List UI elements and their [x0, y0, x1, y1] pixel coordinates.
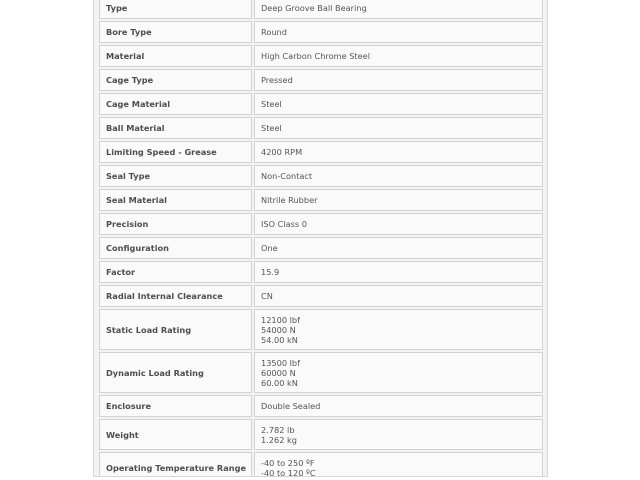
spec-value: 4200 RPM [261, 147, 303, 157]
spec-value: 54000 N [261, 324, 296, 335]
spec-value-cell [254, 237, 543, 259]
spec-value: 1.262 kg [261, 434, 297, 445]
spec-value-cell [254, 45, 543, 67]
spec-row [99, 141, 543, 163]
spec-table [97, 0, 545, 477]
spec-value: Steel [261, 99, 282, 109]
spec-row [99, 352, 543, 393]
spec-label: Weight [99, 419, 252, 450]
spec-row [99, 261, 543, 283]
spec-label: Seal Type [99, 165, 252, 187]
spec-value-cell [254, 0, 543, 19]
spec-row [99, 419, 543, 450]
spec-label: Operating Temperature Range [99, 452, 252, 477]
spec-value: CN [261, 291, 273, 301]
spec-row [99, 395, 543, 417]
spec-value-cell [254, 285, 543, 307]
spec-label: Cage Material [99, 93, 252, 115]
spec-value-cell [254, 419, 543, 450]
spec-value: 60000 N [261, 367, 296, 378]
spec-value-cell [254, 69, 543, 91]
spec-value: Round [261, 27, 287, 37]
spec-label: Type [99, 0, 252, 19]
spec-label: Cage Type [99, 69, 252, 91]
spec-value: One [261, 243, 278, 253]
spec-value-cell [254, 141, 543, 163]
spec-row [99, 309, 543, 350]
spec-value-cell [254, 309, 543, 350]
spec-value: -40 to 250 ºF [261, 457, 315, 468]
spec-label: Seal Material [99, 189, 252, 211]
spec-row [99, 165, 543, 187]
spec-row [99, 0, 543, 19]
spec-value: 54.00 kN [261, 334, 298, 345]
spec-row [99, 452, 543, 477]
spec-value-cell [254, 165, 543, 187]
spec-label: Radial Internal Clearance [99, 285, 252, 307]
spec-value-cell [254, 213, 543, 235]
spec-value: Deep Groove Ball Bearing [261, 3, 367, 13]
spec-row [99, 21, 543, 43]
spec-value-cell [254, 93, 543, 115]
spec-label: Factor [99, 261, 252, 283]
spec-value: Non-Contact [261, 171, 313, 181]
spec-label: Limiting Speed - Grease [99, 141, 252, 163]
spec-row [99, 285, 543, 307]
spec-value-cell [254, 261, 543, 283]
spec-row [99, 69, 543, 91]
spec-row [99, 237, 543, 259]
spec-value: 60.00 kN [261, 377, 298, 388]
spec-value-cell [254, 395, 543, 417]
spec-label: Configuration [99, 237, 252, 259]
spec-label: Material [99, 45, 252, 67]
spec-value-cell [254, 352, 543, 393]
spec-row [99, 189, 543, 211]
spec-value: 15.9 [261, 267, 280, 277]
spec-value: 12100 lbf [261, 314, 301, 325]
spec-value-cell [254, 21, 543, 43]
spec-value: High Carbon Chrome Steel [261, 51, 370, 61]
spec-row [99, 45, 543, 67]
spec-value-cell [254, 117, 543, 139]
spec-value: Pressed [261, 75, 293, 85]
spec-table-container [93, 0, 548, 477]
spec-value: 13500 lbf [261, 357, 301, 368]
spec-label: Precision [99, 213, 252, 235]
spec-label: Dynamic Load Rating [99, 352, 252, 393]
spec-value-cell [254, 189, 543, 211]
spec-label: Enclosure [99, 395, 252, 417]
spec-value: -40 to 120 ºC [261, 467, 316, 477]
spec-row [99, 213, 543, 235]
spec-row [99, 117, 543, 139]
spec-value: Double Sealed [261, 401, 321, 411]
spec-table-body [99, 0, 543, 477]
spec-label: Ball Material [99, 117, 252, 139]
spec-value: Steel [261, 123, 282, 133]
spec-value: ISO Class 0 [261, 219, 308, 229]
spec-label: Static Load Rating [99, 309, 252, 350]
spec-label: Bore Type [99, 21, 252, 43]
spec-value: Nitrile Rubber [261, 195, 318, 205]
spec-row [99, 93, 543, 115]
spec-value: 2.782 lb [261, 424, 295, 435]
spec-value-cell [254, 452, 543, 477]
